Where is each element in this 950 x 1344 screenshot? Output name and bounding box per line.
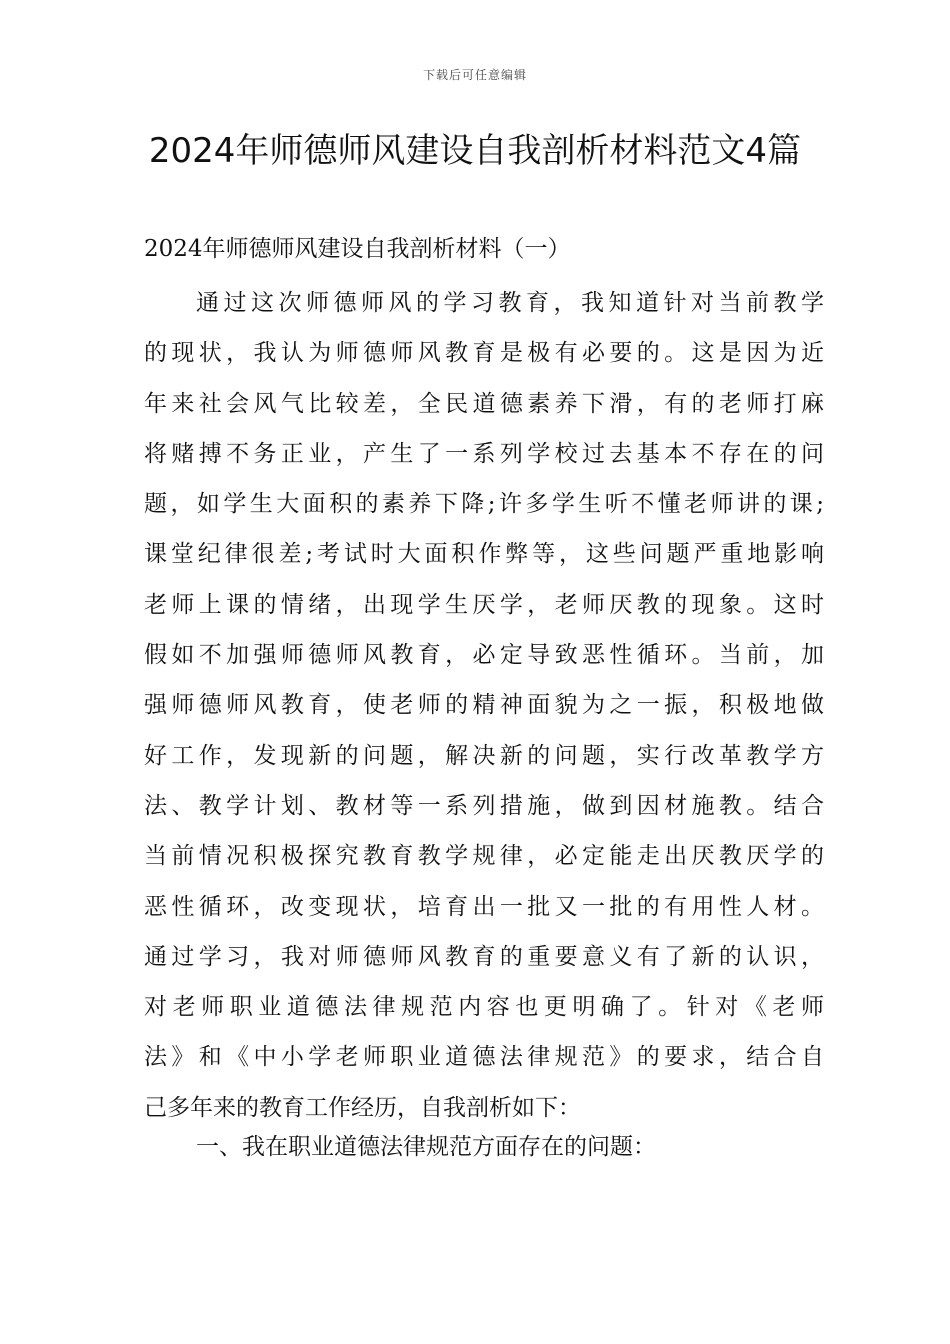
paragraph-line: 对老师职业道德法律规范内容也更明确了。针对《老师: [144, 994, 824, 1021]
body-paragraph: [144, 278, 824, 1133]
paragraph-line: 通过学习，我对师德师风教育的重要意义有了新的认识，: [144, 943, 824, 970]
paragraph-line: 当前情况积极探究教育教学规律，必定能走出厌教厌学的: [144, 843, 824, 870]
paragraph-line: 好工作，发现新的问题，解决新的问题，实行改革教学方: [144, 742, 824, 769]
section-subtitle: 2024年师德师风建设自我剖析材料（一）: [144, 236, 571, 262]
paragraph-line: 法、教学计划、教材等一系列措施，做到因材施教。结合: [144, 792, 824, 819]
paragraph-line: 将赌搏不务正业，产生了一系列学校过去基本不存在的问: [144, 440, 824, 467]
paragraph-line: 通过这次师德师风的学习教育，我知道针对当前教学: [196, 290, 824, 316]
paragraph-line: 老师上课的情绪，出现学生厌学，老师厌教的现象。这时: [144, 591, 824, 618]
paragraph-line: 的现状，我认为师德师风教育是极有必要的。这是因为近: [144, 340, 824, 367]
section-heading: 一、我在职业道德法律规范方面存在的问题：: [196, 1134, 656, 1160]
paragraph-line: 己多年来的教育工作经历，自我剖析如下：: [144, 1094, 581, 1121]
paragraph-line: 假如不加强师德师风教育，必定导致恶性循环。当前，加: [144, 642, 824, 669]
paragraph-line: 恶性循环，改变现状，培育出一批又一批的有用性人材。: [144, 893, 824, 920]
header-note: 下载后可任意编辑: [422, 68, 527, 82]
paragraph-line: 法》和《中小学老师职业道德法律规范》的要求，结合自: [144, 1044, 824, 1071]
paragraph-line: 强师德师风教育，使老师的精神面貌为之一振，积极地做: [144, 692, 824, 719]
paragraph-line: 课堂纪律很差;考试时大面积作弊等，这些问题严重地影响: [144, 541, 824, 568]
document-title: 2024年师德师风建设自我剖析材料范文4篇: [148, 131, 802, 171]
paragraph-line: 年来社会风气比较差，全民道德素养下滑，有的老师打麻: [144, 390, 824, 417]
paragraph-line: 题，如学生大面积的素养下降;许多学生听不懂老师讲的课;: [144, 491, 824, 518]
